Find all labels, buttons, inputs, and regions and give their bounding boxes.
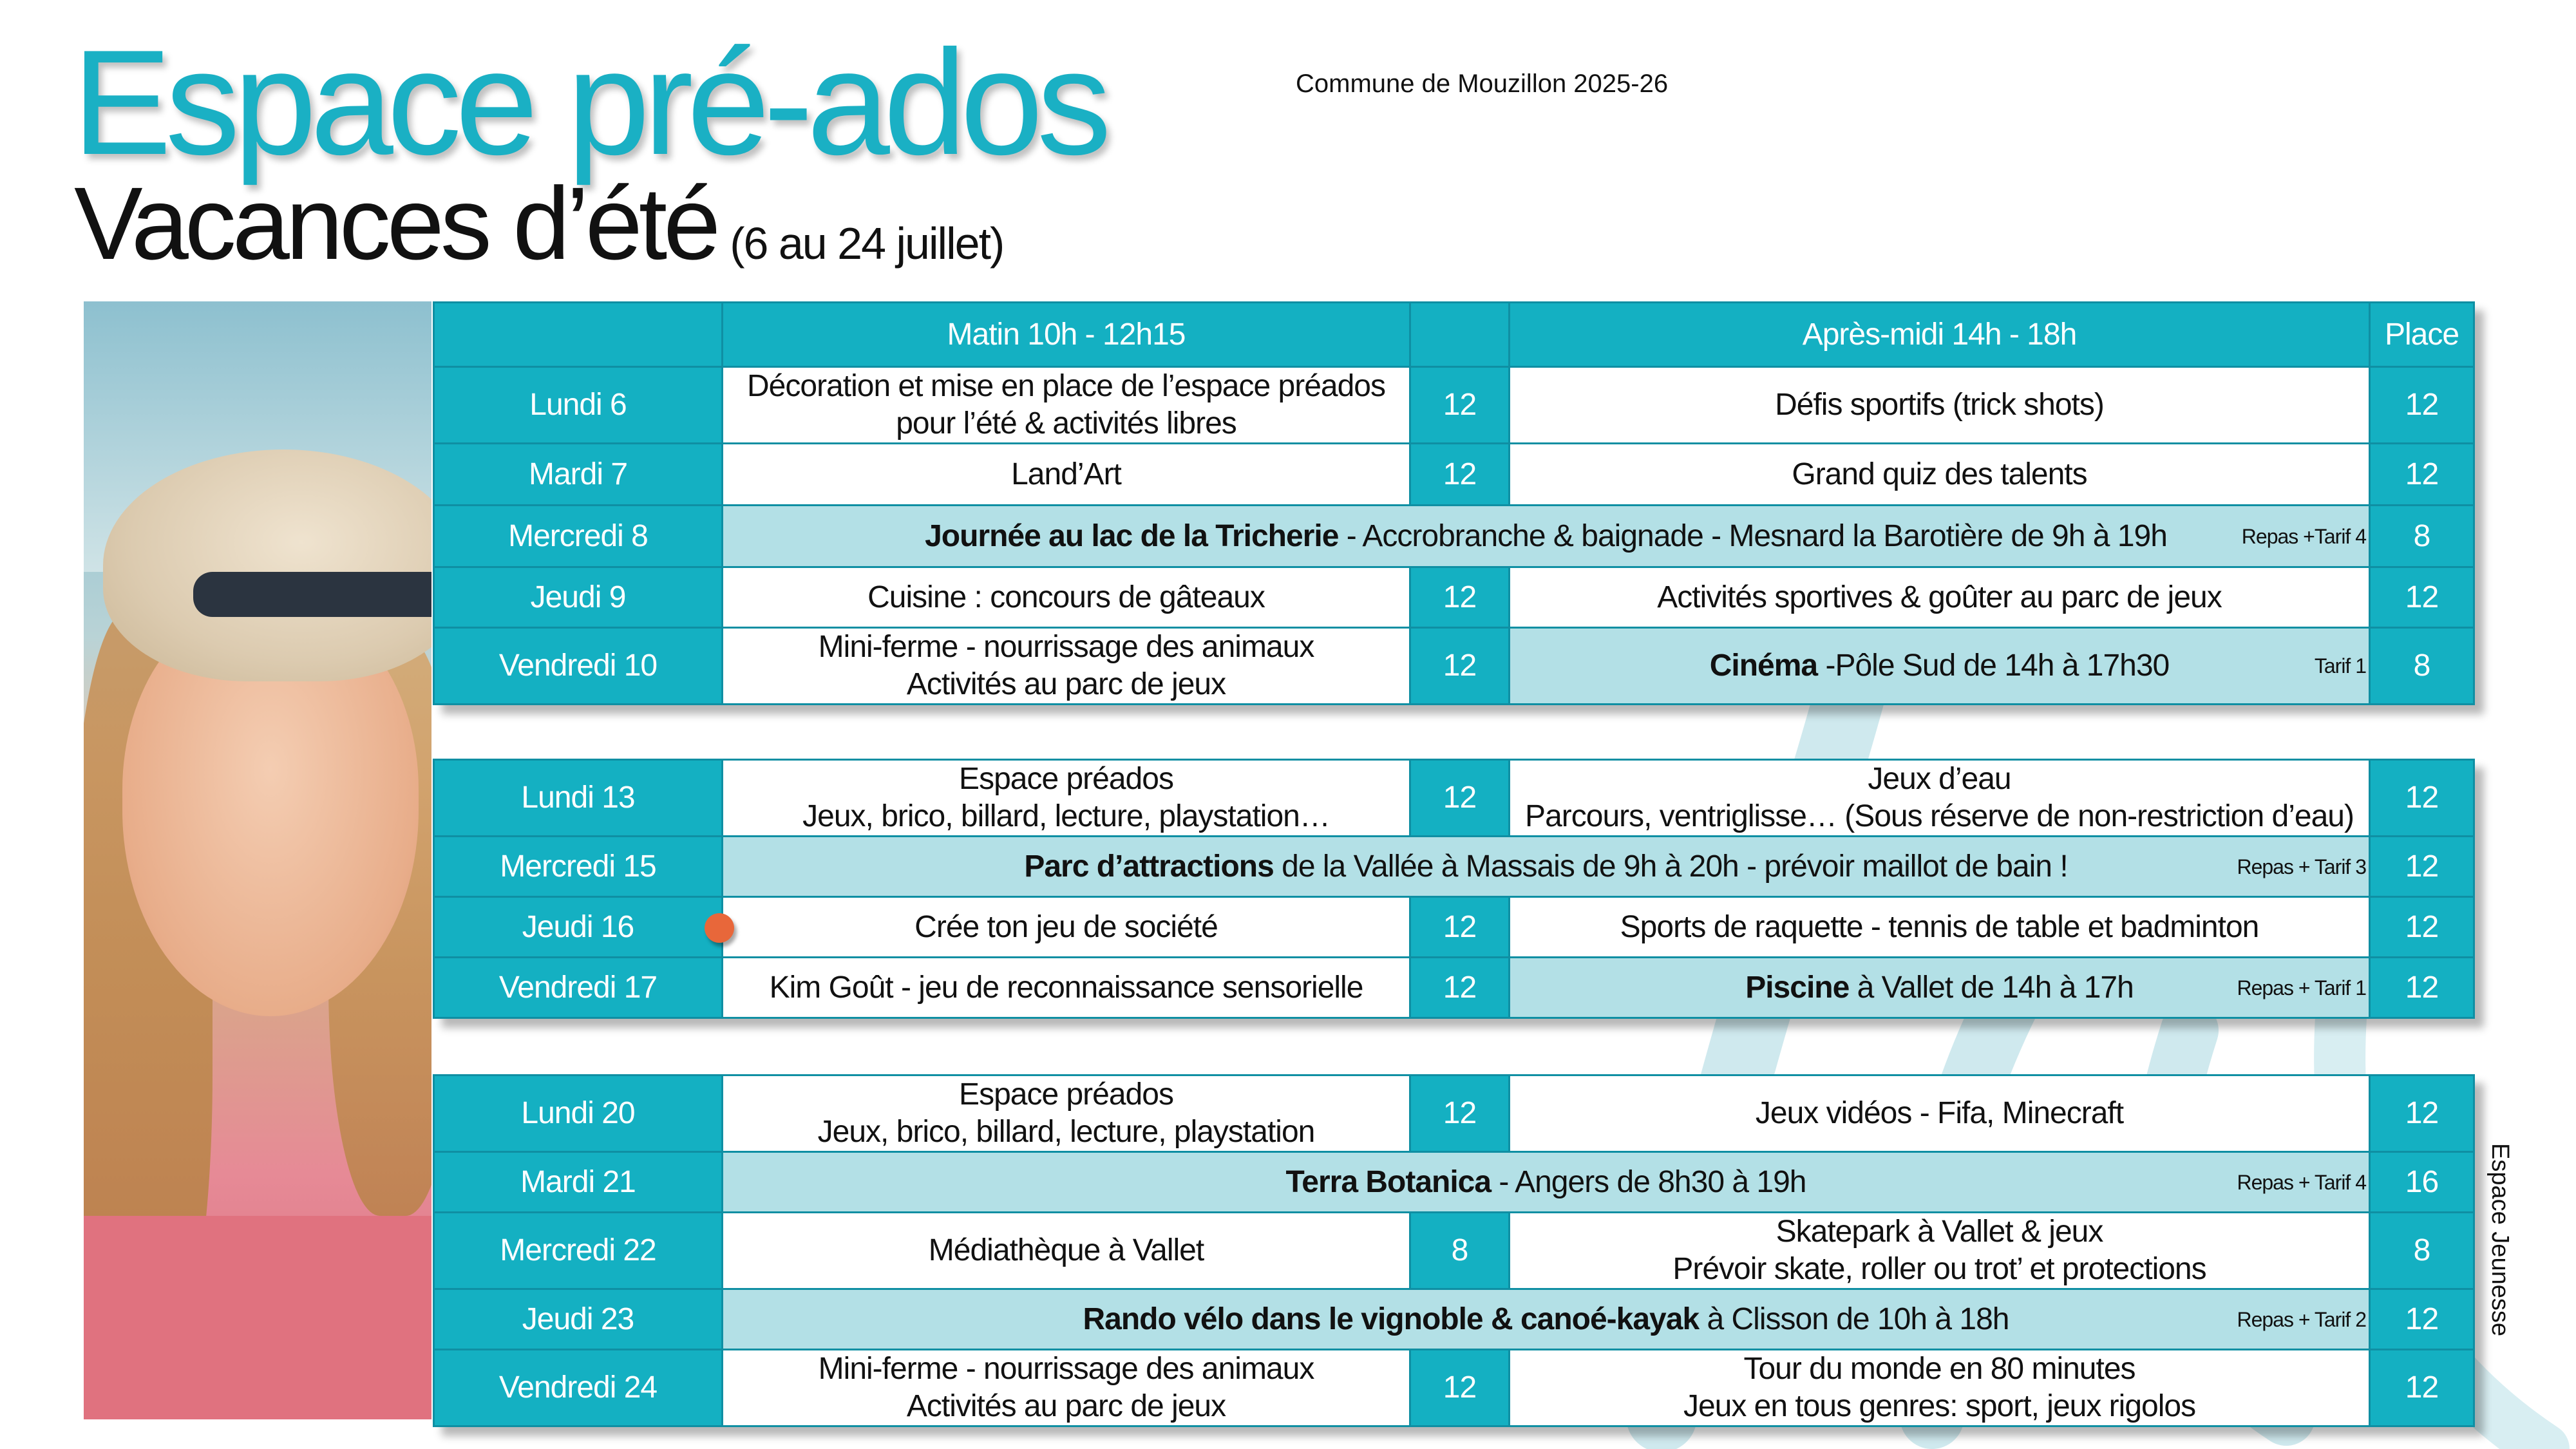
table-header-row (434, 303, 2474, 367)
day-cell: Lundi 13 (434, 760, 723, 837)
afternoon-activity: Sports de raquette - tennis de table et badminton (1510, 897, 2370, 958)
day-cell: Lundi 20 (434, 1075, 723, 1152)
activity-line: Jeux en tous genres: sport, jeux rigolos (1683, 1389, 2196, 1423)
activity-line: Tour du monde en 80 minutes (1743, 1352, 2136, 1386)
day-cell: Jeudi 16 (434, 897, 723, 958)
morning-activity (723, 367, 1410, 444)
activity-line: Jeux d’eau (1868, 762, 2011, 796)
week2-table (433, 759, 2475, 1019)
afternoon-places: 12 (2370, 958, 2474, 1018)
activity-rest: - Angers de 8h30 à 19h (1491, 1164, 1806, 1199)
activity-bold: Journée au lac de la Tricherie (925, 518, 1339, 553)
day-places: 12 (2370, 1289, 2474, 1350)
morning-activity: Land’Art (723, 444, 1410, 506)
day-cell: Jeudi 23 (434, 1289, 723, 1350)
table-row (434, 837, 2474, 897)
full-day-activity (723, 1289, 2370, 1350)
activity-line: Espace préados (959, 1077, 1173, 1112)
activity-bold: Rando vélo dans le vignoble & canoé-kayak (1083, 1302, 1700, 1336)
table-row (434, 1289, 2474, 1350)
afternoon-activity: Activités sportives & goûter au parc de jeux (1510, 567, 2370, 628)
morning-activity (723, 1075, 1410, 1152)
day-places: 8 (2370, 506, 2474, 567)
afternoon-places: 12 (2370, 367, 2474, 444)
side-label (2483, 1143, 2515, 1362)
afternoon-places: 12 (2370, 567, 2474, 628)
day-cell: Mercredi 22 (434, 1213, 723, 1289)
morning-activity: Crée ton jeu de société (723, 897, 1410, 958)
table-row (434, 760, 2474, 837)
day-cell: Mercredi 8 (434, 506, 723, 567)
afternoon-activity (1510, 958, 2370, 1018)
week3-table (433, 1074, 2475, 1427)
tarif-label: Repas + Tarif 3 (2237, 855, 2366, 878)
morning-places: 12 (1410, 567, 1510, 628)
afternoon-activity (1510, 1350, 2370, 1426)
full-day-activity (723, 1152, 2370, 1213)
day-places: 16 (2370, 1152, 2474, 1213)
morning-places: 12 (1410, 1350, 1510, 1426)
afternoon-activity (1510, 628, 2370, 705)
day-cell: Mardi 21 (434, 1152, 723, 1213)
morning-activity: Kim Goût - jeu de reconnaissance sensorielle (723, 958, 1410, 1018)
activity-bold: Piscine (1745, 970, 1850, 1005)
morning-activity (723, 760, 1410, 837)
header-empty (434, 303, 723, 367)
activity-rest: à Vallet de 14h à 17h (1849, 970, 2134, 1005)
day-cell: Mercredi 15 (434, 837, 723, 897)
day-cell: Vendredi 24 (434, 1350, 723, 1426)
side-label-text: Espace Jeunesse (2486, 1143, 2514, 1336)
date-range: (6 au 24 juillet) (730, 218, 1004, 269)
activity-rest: de la Vallée à Massais de 9h à 20h - prévoir maillot de bain ! (1273, 849, 2068, 884)
morning-places: 12 (1410, 444, 1510, 506)
morning-places: 12 (1410, 367, 1510, 444)
day-cell: Vendredi 17 (434, 958, 723, 1018)
subtitle-text: Vacances d’été (74, 166, 717, 281)
photo-hat-band (193, 572, 431, 617)
commune-label: Commune de Mouzillon 2025-26 (1296, 70, 1669, 98)
day-cell: Vendredi 10 (434, 628, 723, 705)
table-row (434, 506, 2474, 567)
full-day-activity (723, 837, 2370, 897)
header-empty-places (1410, 303, 1510, 367)
activity-line: pour l’été & activités libres (896, 406, 1236, 440)
activity-rest: -Pôle Sud de 14h à 17h30 (1817, 649, 2170, 683)
activity-rest: à Clisson de 10h à 18h (1699, 1302, 2009, 1336)
afternoon-activity (1510, 760, 2370, 837)
table-row (434, 628, 2474, 705)
activity-line: Jeux, brico, billard, lecture, playstation (817, 1115, 1315, 1149)
afternoon-activity: Défis sportifs (trick shots) (1510, 367, 2370, 444)
activity-line: Jeux, brico, billard, lecture, playstation… (802, 799, 1330, 833)
table-row (434, 444, 2474, 506)
morning-activity (723, 1350, 1410, 1426)
tarif-label: Repas + Tarif 2 (2237, 1307, 2366, 1331)
page-subtitle (74, 166, 1004, 298)
afternoon-activity (1510, 1213, 2370, 1289)
day-cell: Mardi 7 (434, 444, 723, 506)
tarif-label: Repas +Tarif 4 (2241, 524, 2366, 548)
tarif-label: Tarif 1 (2314, 654, 2366, 677)
activity-line: Mini-ferme - nourrissage des animaux (818, 1352, 1314, 1386)
afternoon-places: 12 (2370, 444, 2474, 506)
activity-line: Mini-ferme - nourrissage des animaux (818, 630, 1314, 664)
morning-places: 12 (1410, 897, 1510, 958)
header-apres-midi: Après-midi 14h - 18h (1510, 303, 2370, 367)
header-matin: Matin 10h - 12h15 (723, 303, 1410, 367)
afternoon-activity: Grand quiz des talents (1510, 444, 2370, 506)
activity-line: Activités au parc de jeux (906, 1389, 1226, 1423)
week1-table (433, 301, 2475, 705)
day-places: 12 (2370, 837, 2474, 897)
full-day-activity (723, 506, 2370, 567)
activity-line: Activités au parc de jeux (906, 667, 1226, 701)
morning-activity: Cuisine : concours de gâteaux (723, 567, 1410, 628)
morning-activity: Médiathèque à Vallet (723, 1213, 1410, 1289)
day-cell: Jeudi 9 (434, 567, 723, 628)
activity-bold: Parc d’attractions (1024, 849, 1274, 884)
table-row (434, 958, 2474, 1018)
activity-bold: Cinéma (1709, 649, 1818, 683)
afternoon-places: 12 (2370, 760, 2474, 837)
morning-activity (723, 628, 1410, 705)
day-cell: Lundi 6 (434, 367, 723, 444)
activity-line: Skatepark à Vallet & jeux (1776, 1215, 2103, 1249)
morning-places: 12 (1410, 760, 1510, 837)
table-row (434, 367, 2474, 444)
activity-line: Parcours, ventriglisse… (Sous réserve de non-restriction d’eau) (1525, 799, 2354, 833)
activity-bold: Terra Botanica (1285, 1164, 1492, 1199)
afternoon-places: 8 (2370, 1213, 2474, 1289)
morning-places: 12 (1410, 958, 1510, 1018)
activity-line: Espace préados (959, 762, 1173, 796)
table-row (434, 1152, 2474, 1213)
table-row (434, 567, 2474, 628)
afternoon-places: 8 (2370, 628, 2474, 705)
morning-places: 12 (1410, 1075, 1510, 1152)
afternoon-places: 12 (2370, 1075, 2474, 1152)
table-row (434, 1213, 2474, 1289)
photo-shirt (84, 1216, 431, 1419)
tarif-label: Repas + Tarif 1 (2237, 976, 2366, 999)
afternoon-places: 12 (2370, 897, 2474, 958)
afternoon-places: 12 (2370, 1350, 2474, 1426)
activity-line: Décoration et mise en place de l’espace préados (747, 369, 1385, 403)
page-title: Espace pré-ados (72, 19, 1105, 186)
girl-photo (84, 301, 431, 1419)
morning-places: 12 (1410, 628, 1510, 705)
table-row (434, 1350, 2474, 1426)
table-row (434, 1075, 2474, 1152)
activity-line: Prévoir skate, roller ou trot’ et protections (1672, 1252, 2206, 1286)
orange-dot (705, 913, 734, 943)
header-place: Place (2370, 303, 2474, 367)
morning-places: 8 (1410, 1213, 1510, 1289)
afternoon-activity: Jeux vidéos - Fifa, Minecraft (1510, 1075, 2370, 1152)
activity-rest: - Accrobranche & baignade - Mesnard la Barotière de 9h à 19h (1338, 518, 2167, 553)
tarif-label: Repas + Tarif 4 (2237, 1170, 2366, 1194)
table-row (434, 897, 2474, 958)
